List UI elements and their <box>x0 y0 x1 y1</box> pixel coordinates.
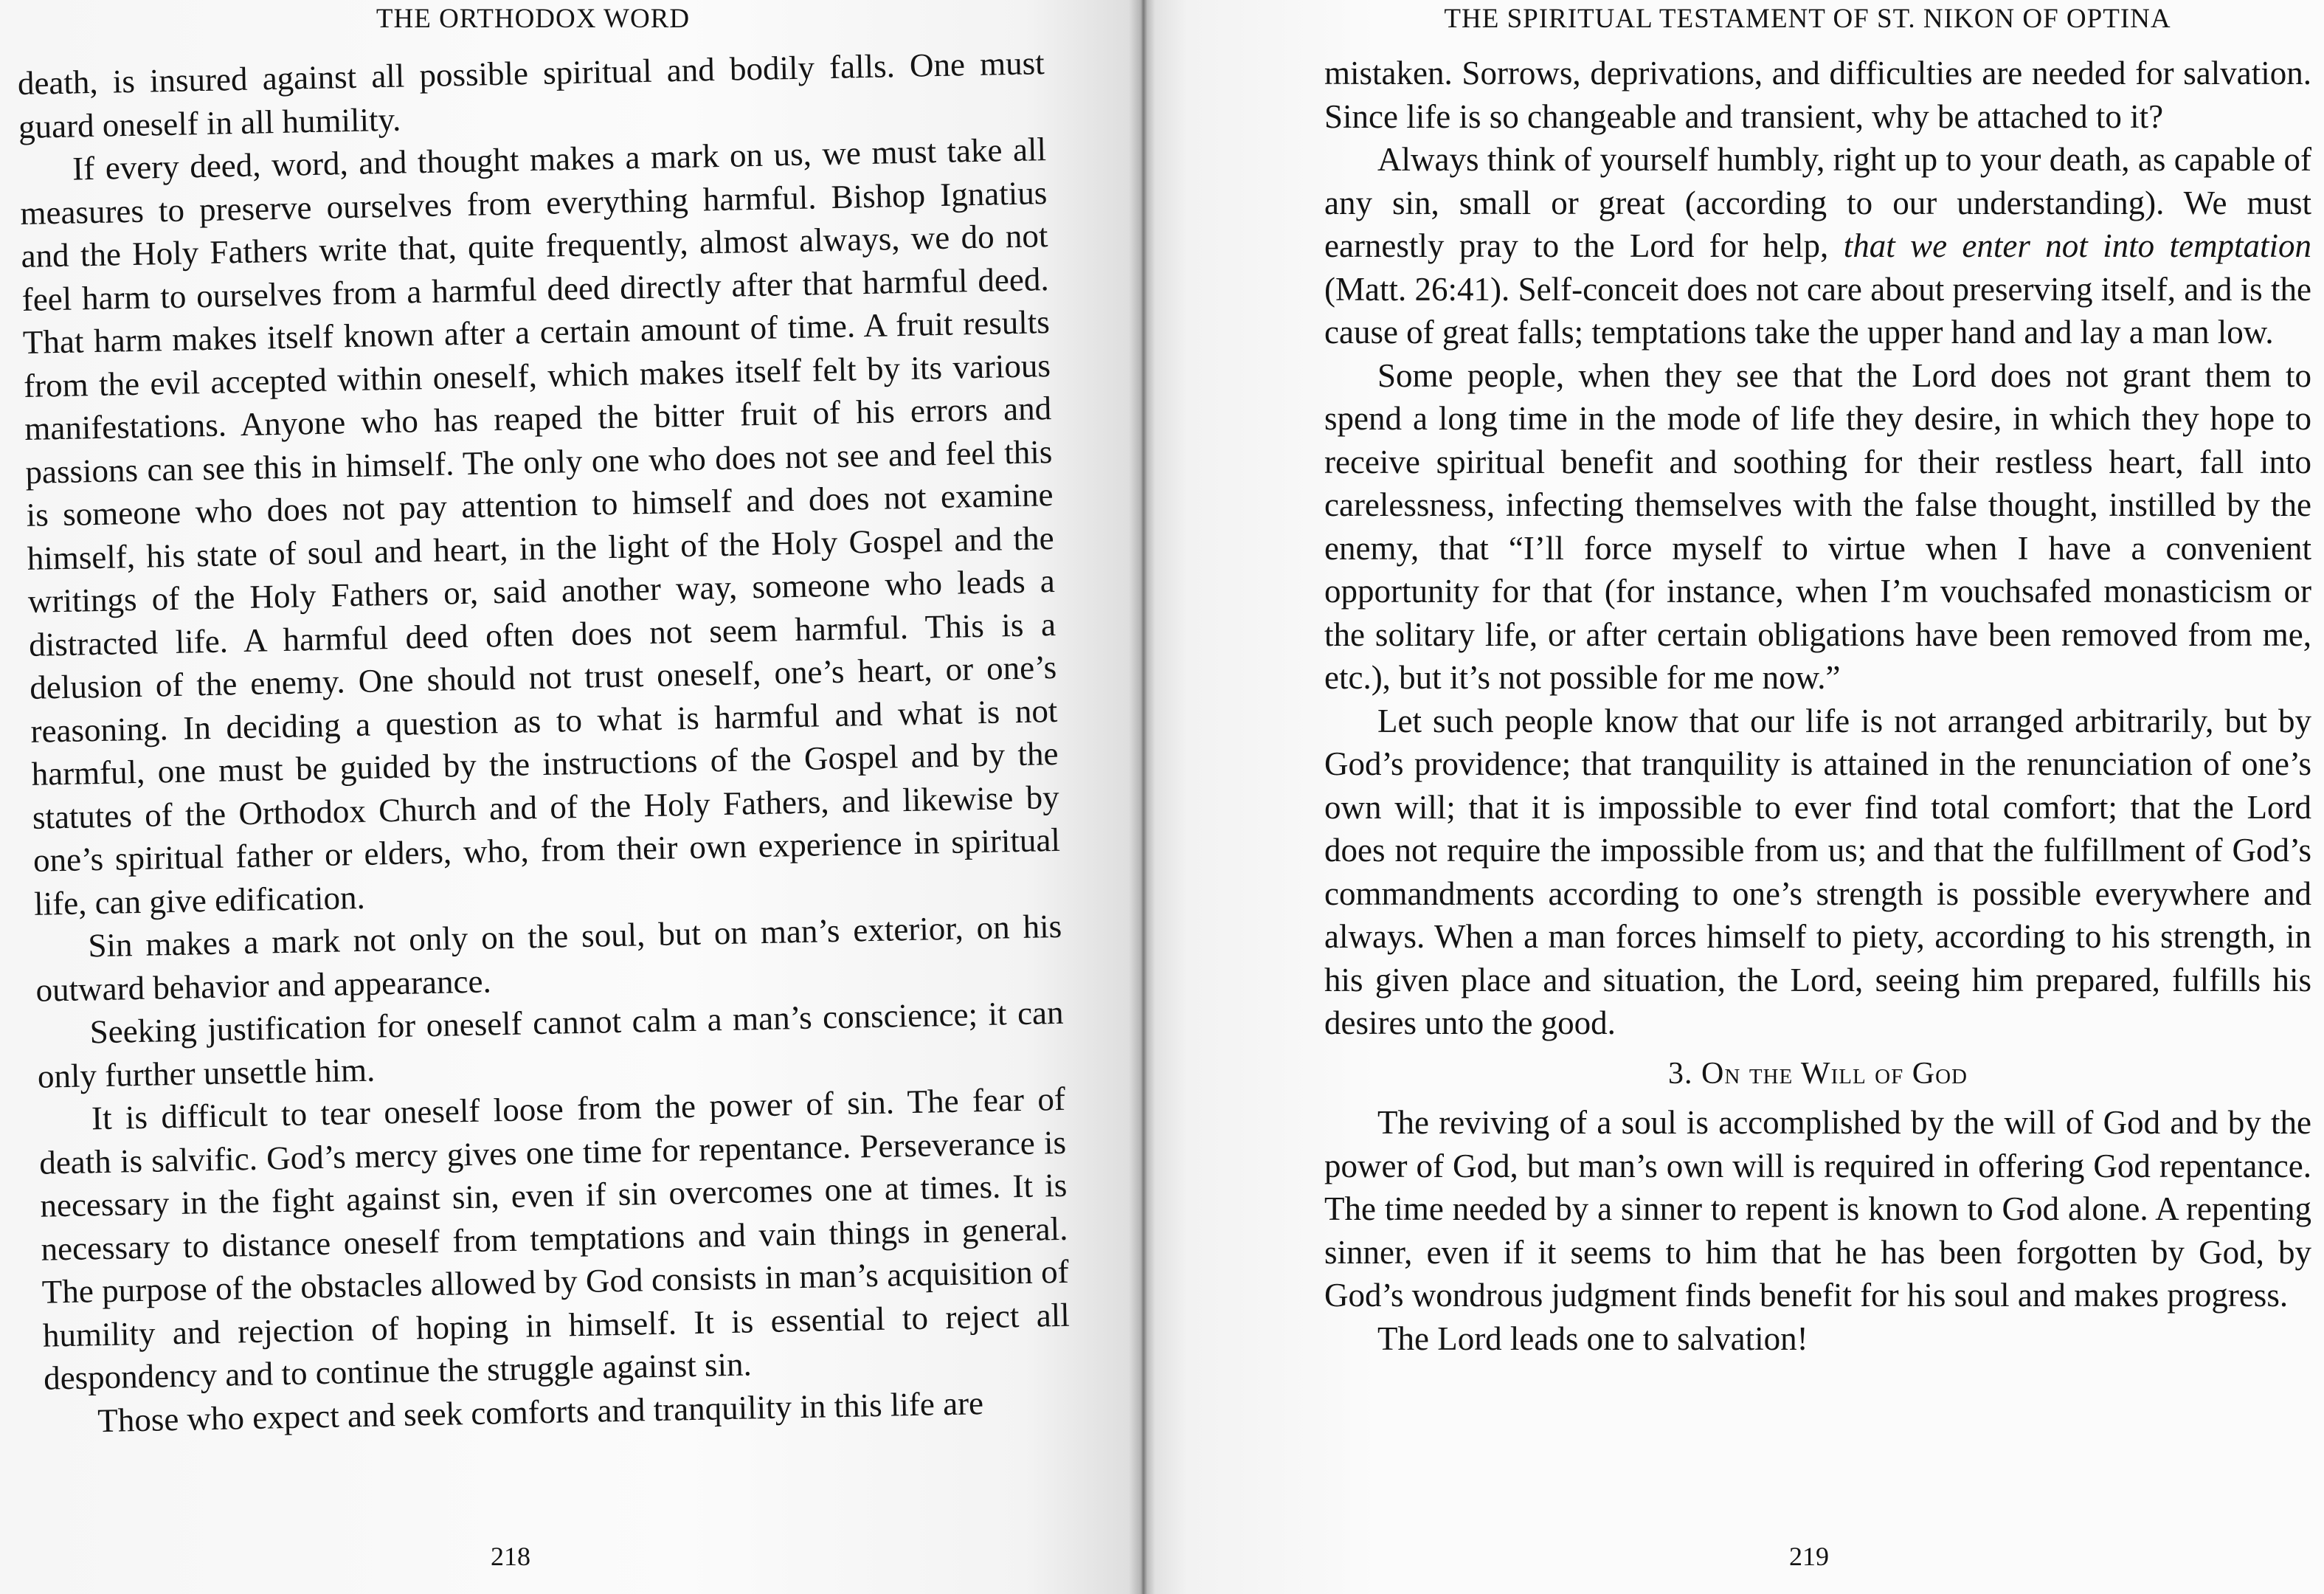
paragraph: Sin makes a mark not only on the soul, but on man’s exterior, on his outward behavior and appearance. <box>35 907 1062 1009</box>
book-gutter <box>1129 0 1155 1594</box>
paragraph: Seeking justification for oneself cannot calm a man’s conscience; it can only further unsettle him. <box>37 993 1064 1095</box>
right-page-body <box>1324 52 2311 1360</box>
paragraph: It is difficult to tear oneself loose from the power of sin. The fear of death is salvific. God’s mercy gives one time for repentance. Perseverance is necessary in the fight against sin, even if sin overcomes one at times. It is necessary to distance oneself from temptations and vain things in general. The purpose of the obstacles allowed by God consists in man’s acquisition of humility and rejection of hoping in himself. It is essential to reject all despondency and to continue the struggle against sin. <box>38 1080 1071 1397</box>
paragraph-with-quote <box>1324 138 2311 354</box>
running-head-left: THE ORTHODOX WORD <box>376 4 691 34</box>
paragraph-text-continued: (Matt. 26:41). Self-conceit does not care about preserving itself, and is the cause of great falls; temptations take the upper hand and lay a man low. <box>1324 270 2311 351</box>
paragraph: death, is insured against all possible spiritual and bodily falls. One must guard oneself in all humility. <box>17 44 1045 145</box>
paragraph: The reviving of a soul is accomplished by the will of God and by the power of God, but man’s own will is required in offering God repentance. The time needed by a sinner to repent is known to God alone. A repenting sinner, even if it seems to him that he has been forgotten by God, by God’s wondrous judgment finds benefit for his soul and makes progress. <box>1324 1104 2311 1314</box>
left-page <box>0 0 1140 1594</box>
page-number-right: 219 <box>1789 1542 1829 1571</box>
paragraph: If every deed, word, and thought makes a mark on us, we must take all measures to preserve ourselves from everything harmful. Bishop Ignatius and the Holy Fathers write that, quite frequently, almost always, we do not feel harm to ourselves from a harmful deed directly after that harmful deed. That harm makes itself known after a certain amount of time. A fruit results from the evil accepted within oneself, which makes itself felt by its various manifestations. Anyone who has reaped the bitter fruit of his errors and passions can see this in himself. The only one who does not see and feel this is someone who does not pay attention to himself and does not examine himself, his state of soul and heart, in the light of the Holy Gospel and the writings of the Holy Fathers or, said another way, someone who leads a distracted life. A harmful deed often does not seem harmful. This is a delusion of the enemy. One should not trust oneself, one’s heart, or one’s reasoning. In deciding a question as to what is harmful and what is not harmful, one must be guided by the instructions of the Gospel and by the statutes of the Orthodox Church and of the Holy Fathers, and likewise by one’s spiritual father or elders, who, from their own experience in spiritual life, can give edification. <box>19 131 1061 922</box>
running-head-right: THE SPIRITUAL TESTAMENT OF ST. NIKON OF OPTINA <box>1444 4 2171 34</box>
left-page-body <box>17 41 1071 1443</box>
scripture-quote: that we enter not into temptation <box>1843 227 2312 264</box>
paragraph-text: Always think of yourself humbly, right up to your death, as capable of any sin, small or great (according to our understanding). We must earnestly pray to the Lord for help, <box>1324 141 2311 264</box>
section-heading: 3. On the Will of God <box>1668 1056 1968 1091</box>
paragraph: Some people, when they see that the Lord does not grant them to spend a long time in the mode of life they desire, in which they hope to receive spiritual benefit and soothing for their restless heart, fall into carelessness, infecting themselves with the false thought, instilled by the enemy, that “I’ll force myself to virtue when I have a convenient opportunity for that (for instance, when I’m vouchsafed monasticism or the solitary life, or after certain obligations have been removed from me, etc.), but it’s not possible for me now.” <box>1324 356 2311 696</box>
right-page <box>1140 0 2324 1594</box>
paragraph: mistaken. Sorrows, deprivations, and difficulties are needed for salvation. Since life is so changeable and transient, why be attached to it? <box>1324 55 2311 135</box>
page-number-left: 218 <box>491 1542 530 1571</box>
paragraph: Let such people know that our life is not arranged arbitrarily, but by God’s providence; that tranquility is attained in the renunciation of one’s own will; that it is impossible to ever find total comfort; that the Lord does not require the impossible from us; and that the fulfillment of God’s commandments according to one’s strength is possible everywhere and always. When a man forces himself to piety, according to his strength, in his given place and situation, the Lord, seeing him prepared, fulfills his desires unto the good. <box>1324 702 2311 1041</box>
paragraph: Those who expect and seek comforts and tranquility in this life are <box>97 1384 984 1439</box>
paragraph: The Lord leads one to salvation! <box>1377 1319 1808 1357</box>
